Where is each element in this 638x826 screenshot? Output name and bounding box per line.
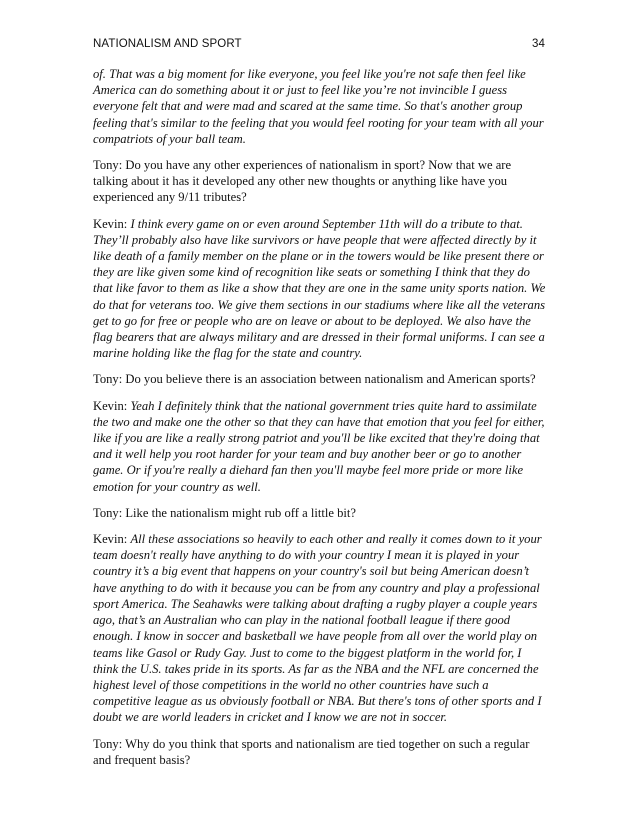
paragraph [93, 736, 549, 768]
paragraph [93, 216, 549, 362]
paragraph [93, 398, 549, 495]
paragraph-text: Tony: Like the nationalism might rub off a little bit? [93, 505, 356, 520]
document-body [93, 66, 549, 778]
paragraph-text: Tony: Why do you think that sports and nationalism are tied together on such a regular and frequent basis? [93, 736, 530, 767]
paragraph [93, 157, 549, 206]
speaker-label: Kevin: [93, 532, 131, 547]
page-number: 34 [532, 38, 545, 50]
speaker-label: Kevin: [93, 216, 131, 231]
paragraph-text: Tony: Do you have any other experiences of nationalism in sport? Now that we are talking about it has it developed any other new thoughts or anything like have you experienced any 9/11 tributes? [93, 158, 512, 205]
paragraph [93, 505, 549, 521]
paragraph-text: of. That was a big moment for like everyone, you feel like you're not safe then feel like America can do something about it or just to feel like you’re not invincible I guess everyone felt that and were mad and scared at the same time. So that's another group feeling that's similar to the feeling that you would feel rooting for your team with all your compatriots of your ball team. [93, 67, 544, 146]
paragraph [93, 531, 549, 725]
paragraph [93, 66, 549, 147]
paragraph [93, 371, 549, 387]
paragraph-text: I think every game on or even around September 11th will do a tribute to that. They’ll probably also have like survivors or have people that were affected directly by it like death of a family member on the plane or in the towers would be like present there or they are like given some kind of recognition like seats or something I think that they do that like favor to them as like a show that they are one in the same unity sports nation. We do that for veterans too. We give them sections in our stadiums where like all the veterans get to go for free or people who are on leave or about to be deployed. We also have the flag bearers that are always military and are dressed in their formal uniforms. I can see a marine holding like the flag for the state and country. [93, 216, 546, 361]
paragraph-text: Tony: Do you believe there is an association between nationalism and American sports? [93, 372, 536, 387]
speaker-label: Kevin: [93, 398, 131, 413]
paragraph-text: All these associations so heavily to each other and really it comes down to it your team doesn't really have anything to do with your country I mean it is played in your country it’s a big event that happens on your country's soil but being American doesn’t have anything to do with it because you can be from any country and play a professional sport America. The Seahawks were talking about drafting a rugby player a couple years ago, that’s an Australian who can play in the national football league if there good enough. I know in soccer and basketball we have people from all over the world play on teams like Gasol or Rudy Gay. Just to come to the biggest platform in the world for, I think the U.S. takes pride in its sports. As far as the NBA and the NFL are concerned the highest level of those competitions in the world no other countries have such a competitive league as us obviously football or NBA. But there's tons of other sports and I doubt we are world leaders in cricket and I know we are not in soccer. [93, 532, 542, 725]
running-head-title: NATIONALISM AND SPORT [93, 38, 242, 50]
paragraph-text: Yeah I definitely think that the national government tries quite hard to assimilate the two and make one the other so that they can have that emotion that you feel for either, like if you are like a really strong patriot and you'll be like excited that they're doing that and it well help you root harder for your team and buy another beer or go to another game. Or if you're really a diehard fan then you'll maybe feel more pride or more like emotion for your country as well. [93, 398, 545, 494]
